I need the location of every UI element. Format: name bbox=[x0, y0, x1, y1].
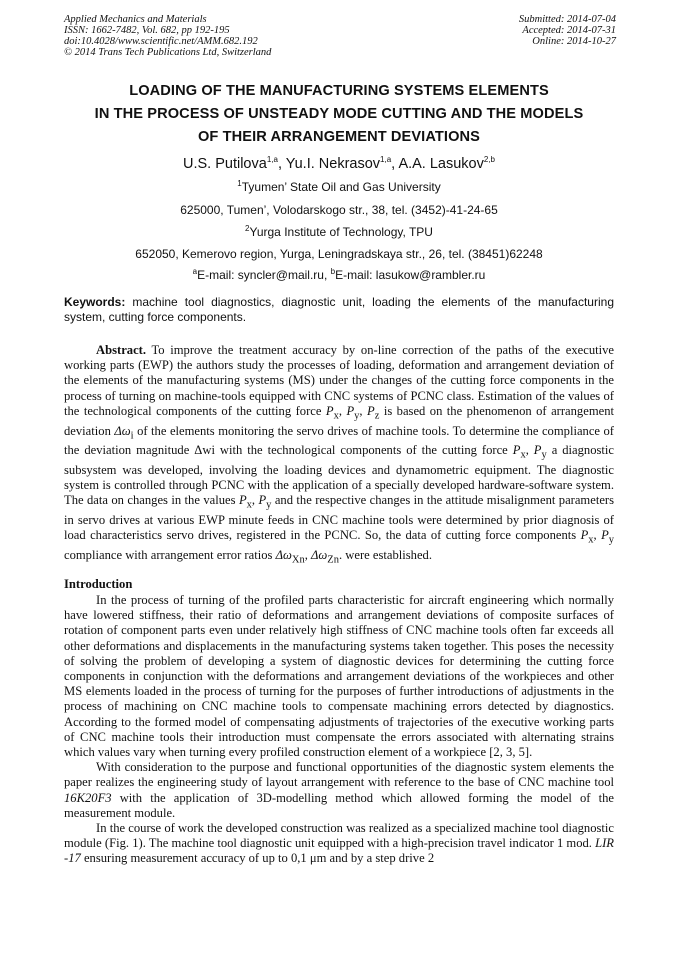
journal-name: Applied Mechanics and Materials bbox=[64, 14, 207, 25]
submitted-date: Submitted: 2014-07-04 bbox=[518, 14, 616, 25]
email-b: E-mail: lasukow@rambler.ru bbox=[335, 268, 486, 282]
abstract: Abstract. To improve the treatment accuracy by on-line correction of the paths of the executive working parts (EWP) the authors study the processes of loading, deformation and arrangement deviation of the elements of the manufacturing systems (MS) under the changes of the cutting force components in the process of turning on machine-tools equipped with CNC systems of PCNC class. Estimation of the values of the technological components of the cutting force $P_x$, $P_y$, $P_z$ is based on the phenomenon of arrangement deviation $\Delta\omega_i$ of the elements monitoring the servo drives of machine tools. To determine the compliance of the deviation magnitude Δwi with the technological components of the cutting force $P_x$, $P_y$ a diagnostic subsystem was developed, involving the loading devices and dynamometric equipment. The diagnostic system is controlled through PCNC with the application of a specially developed hardware-software system. The data on changes in the values $P_x$, $P_y$ and the respective changes in the attitude misalignment parameters in servo drives at various EWP minute feeds in CNC machine tools were determined by prior diagnosis of load characteristics servo drives, registered in the PCNC. So, the data of cutting force components $P_x$, $P_y$ compliance with arrangement error ratios $\Delta\omega_{Xn}$, $\Delta\omega_{Zn}$. were established. bbox=[64, 343, 615, 566]
machine-model: 16K20F3 bbox=[64, 790, 112, 805]
indicator-model: LIR -17 bbox=[64, 836, 614, 866]
author-nekrasov: Yu.I. Nekrasov bbox=[285, 156, 381, 172]
affiliation-2-address: 652050, Kemerovo region, Yurga, Leningradskaya str., 26, tel. (38451)62248 bbox=[135, 247, 543, 261]
title-line-2: IN THE PROCESS OF UNSTEADY MODE CUTTING AND THE MODELS bbox=[94, 106, 584, 122]
journal-copyright: © 2014 Trans Tech Publications Ltd, Switzerland bbox=[64, 47, 272, 58]
keywords-label: Keywords: bbox=[64, 295, 126, 309]
intro-paragraph-1: In the process of turning of the profiled parts characteristic for aircraft engineering which normally have lowered stiffness, their ratio of deformations and arrangement deviations of composite surfaces of rotation of component parts even under relatively high stiffness of CNC machine tools often far exceeds all other deformations and displacements in the manufacturing systems taken together. This poses the necessity of solving the problem of developing a system of diagnostic devices for determining the cutting force components in conjunction with the deformations and arrangement deviations of the workpieces and other MS elements loaded in the process of turning for the purposes of further introductions of adjustments in the process of machining on CNC machine tools to compensate machining errors detected by diagnostics. According to the formed model of compensating adjustments of trajectories of the executive working parts of CNC machine tools their introduction must compensate the errors associated with alternating strains which values vary when turning every profiled construction element of a workpiece [2, 3, 5]. bbox=[64, 593, 614, 760]
submission-dates bbox=[519, 14, 616, 47]
journal-info bbox=[64, 14, 271, 58]
intro-paragraph-2: With consideration to the purpose and functional opportunities of the diagnostic system elements the paper realizes the engineering study of layout arrangement with reference to the base of CNC machine tool 16K20F3 with the application of 3D-modelling method which allowed forming the model of the measurement module. bbox=[64, 760, 614, 820]
keywords bbox=[64, 295, 614, 325]
accepted-date: Accepted: 2014-07-31 bbox=[522, 25, 616, 36]
introduction-heading: Introduction bbox=[64, 577, 133, 591]
intro-paragraph-3: In the course of work the developed construction was realized as a specialized machine tool diagnostic module (Fig. 1). The machine tool diagnostic unit equipped with a high-precision travel indicator 1 mod. LIR -17 ensuring measurement accuracy of up to 0,1 μm and by a step drive 2 bbox=[64, 821, 614, 866]
affiliation-1-name: $^1$Tyumen’ State Oil and Gas University bbox=[237, 179, 441, 194]
paper-title bbox=[40, 80, 638, 149]
author-putilova: U.S. Putilova bbox=[183, 156, 267, 172]
affiliation-1-address: 625000, Tumen’, Volodarskogo str., 38, tel. (3452)-41-24-65 bbox=[180, 203, 498, 217]
email-a: E-mail: syncler@mail.ru, bbox=[197, 268, 331, 282]
title-line-3: OF THEIR ARRANGEMENT DEVIATIONS bbox=[197, 129, 480, 145]
author-nekrasov-affil: 1,a bbox=[380, 155, 392, 165]
contact-emails: $^a$E-mail: syncler@mail.ru, $^b$E-mail: lasukow@rambler.ru bbox=[192, 267, 486, 282]
introduction-body bbox=[64, 593, 614, 867]
author-lasukov-affil: 2,b bbox=[483, 155, 495, 165]
author-lasukov: A.A. Lasukov bbox=[398, 156, 484, 172]
author-list: U.S. Putilova$^{1,a}$, Yu.I. Nekrasov$^{1,a}$, A.A. Lasukov$^{2,b}$ bbox=[183, 155, 495, 172]
author-putilova-affil: 1,a bbox=[266, 155, 278, 165]
title-line-1: LOADING OF THE MANUFACTURING SYSTEMS ELEMENTS bbox=[129, 83, 549, 99]
keywords-text: machine tool diagnostics, diagnostic unit, loading the elements of the manufacturing system, cutting force components. bbox=[64, 295, 614, 324]
abstract-label: Abstract. bbox=[96, 343, 147, 357]
journal-issn: ISSN: 1662-7482, Vol. 682, pp 192-195 bbox=[64, 25, 230, 36]
online-date: Online: 2014-10-27 bbox=[532, 36, 616, 47]
affiliation-2-name: $^2$Yurga Institute of Technology, TPU bbox=[245, 224, 433, 239]
journal-doi: doi:10.4028/www.scientific.net/AMM.682.192 bbox=[64, 36, 258, 47]
